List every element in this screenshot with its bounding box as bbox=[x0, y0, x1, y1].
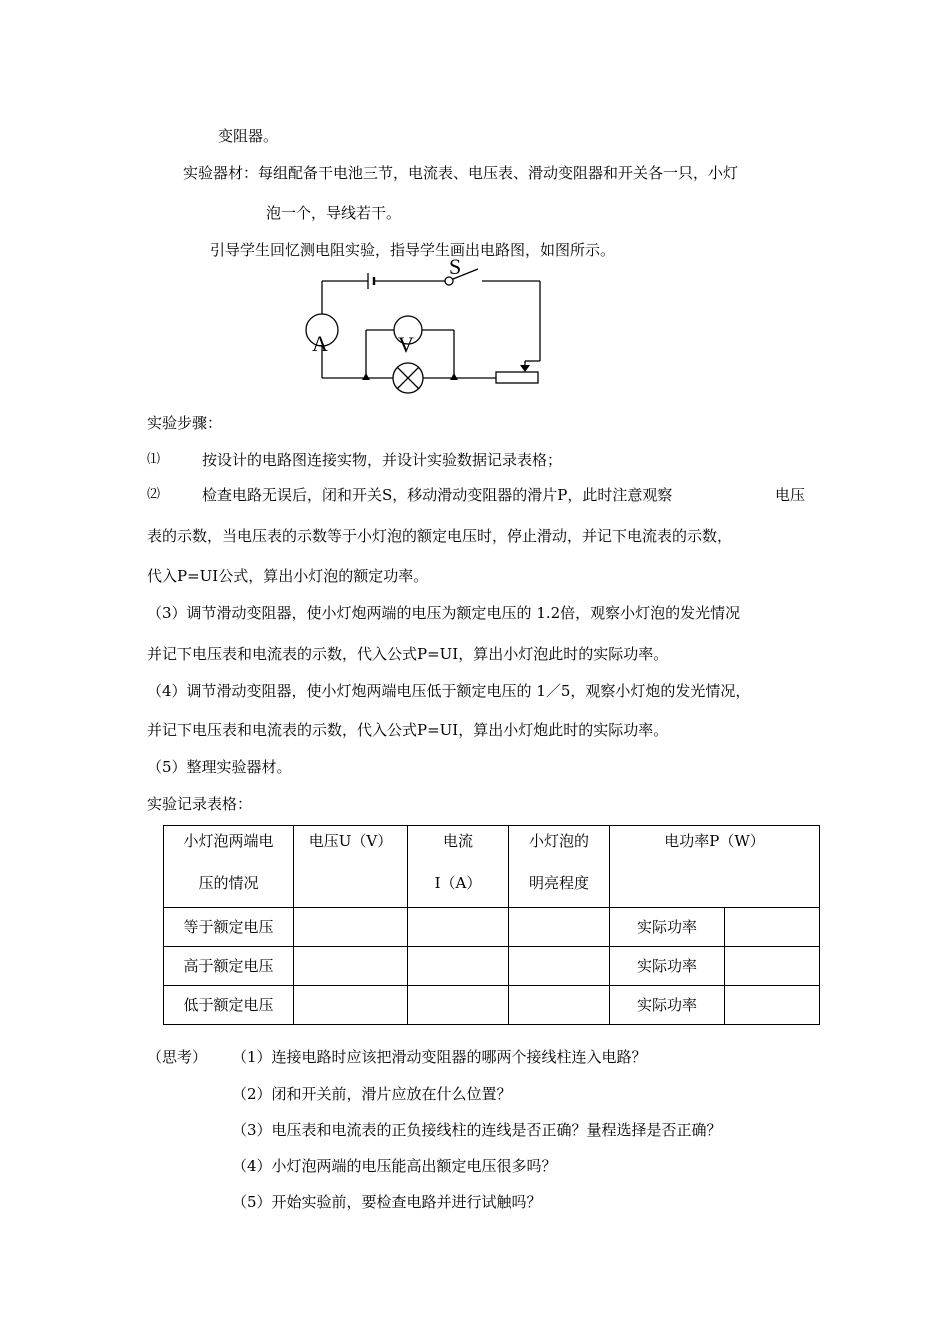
switch-label: S bbox=[449, 254, 462, 279]
voltmeter-label: V bbox=[398, 332, 414, 357]
step-1: 按设计的电路图连接实物，并设计实验数据记录表格； bbox=[202, 451, 563, 469]
junction-node bbox=[362, 373, 370, 380]
header-cell bbox=[294, 826, 408, 908]
table-row bbox=[164, 986, 820, 1025]
think-question: （5）开始实验前，要检查电路并进行试触吗？ bbox=[232, 1193, 542, 1211]
table-row bbox=[164, 908, 820, 947]
step-2-word: 电压 bbox=[775, 486, 806, 504]
empty-cell bbox=[509, 908, 610, 947]
header-cell bbox=[610, 826, 820, 908]
think-question: （2）闭和开关前，滑片应放在什么位置？ bbox=[232, 1085, 512, 1103]
header-cell bbox=[408, 826, 509, 908]
table-row bbox=[164, 947, 820, 986]
step-4: （4）调节滑动变阻器，使小灯炮两端电压低于额定电压的 1／5，观察小灯炮的发光情况， bbox=[147, 682, 751, 700]
empty-cell bbox=[725, 908, 820, 947]
row-label: 高于额定电压 bbox=[164, 947, 294, 986]
header-text: 小灯泡的 bbox=[528, 832, 589, 850]
step-2: 检查电路无误后，闭和开关S，移动滑动变阻器的滑片P，此时注意观察 bbox=[202, 486, 673, 504]
think-question: （4）小灯泡两端的电压能高出额定电压很多吗？ bbox=[232, 1157, 557, 1175]
think-question: （1）连接电路时应该把滑动变阻器的哪两个接线柱连入电路？ bbox=[232, 1048, 647, 1066]
header-text: 电功率P（W） bbox=[664, 832, 765, 850]
text-line: 变阻器。 bbox=[218, 127, 279, 145]
table-header-row bbox=[164, 826, 820, 908]
empty-cell bbox=[408, 986, 509, 1025]
ammeter-label: A bbox=[312, 331, 328, 356]
power-label: 实际功率 bbox=[610, 947, 725, 986]
step-2-cont: 表的示数，当电压表的示数等于小灯泡的额定电压时，停止滑动，并记下电流表的示数， bbox=[147, 527, 733, 545]
circuit-diagram bbox=[300, 248, 560, 398]
header-text: 电流 bbox=[442, 832, 473, 850]
empty-cell bbox=[408, 908, 509, 947]
slider-arrow bbox=[520, 365, 530, 372]
empty-cell bbox=[294, 908, 408, 947]
header-text: I（A） bbox=[434, 874, 482, 892]
empty-cell bbox=[408, 947, 509, 986]
think-label: （思考） bbox=[147, 1048, 208, 1066]
empty-cell bbox=[725, 947, 820, 986]
empty-cell bbox=[294, 947, 408, 986]
row-label: 低于额定电压 bbox=[164, 986, 294, 1025]
header-cell bbox=[164, 826, 294, 908]
empty-cell bbox=[294, 986, 408, 1025]
empty-cell bbox=[509, 947, 610, 986]
step-number: ⑵ bbox=[147, 487, 161, 502]
steps-title: 实验步骤： bbox=[147, 414, 223, 432]
table-title: 实验记录表格： bbox=[147, 795, 253, 813]
power-label: 实际功率 bbox=[610, 908, 725, 947]
power-label: 实际功率 bbox=[610, 986, 725, 1025]
header-text: 压的情况 bbox=[198, 874, 259, 892]
header-cell bbox=[509, 826, 610, 908]
step-3: （3）调节滑动变阻器，使小灯炮两端的电压为额定电压的 1.2倍，观察小灯泡的发光情况 bbox=[147, 604, 741, 622]
guide-line: 引导学生回忆测电阻实验，指导学生画出电路图，如图所示。 bbox=[210, 241, 616, 259]
step-3-cont: 并记下电压表和电流表的示数，代入公式P=UI，算出小灯泡此时的实际功率。 bbox=[147, 645, 669, 663]
think-question: （3）电压表和电流表的正负接线柱的连线是否正确？量程选择是否正确？ bbox=[232, 1121, 722, 1139]
header-text: 电压U（V） bbox=[308, 832, 393, 850]
empty-cell bbox=[725, 986, 820, 1025]
header-text: 明亮程度 bbox=[528, 874, 589, 892]
row-label: 等于额定电压 bbox=[164, 908, 294, 947]
empty-cell bbox=[509, 986, 610, 1025]
materials-line: 实验器材：每组配备干电池三节，电流表、电压表、滑动变阻器和开关各一只，小灯 bbox=[183, 164, 739, 182]
rheostat bbox=[496, 372, 538, 383]
header-text: 小灯泡两端电 bbox=[183, 832, 274, 850]
step-number: ⑴ bbox=[147, 452, 161, 467]
record-table bbox=[163, 825, 820, 1025]
step-4-cont: 并记下电压表和电流表的示数，代入公式P=UI，算出小灯炮此时的实际功率。 bbox=[147, 721, 669, 739]
junction-node bbox=[450, 373, 458, 380]
step-2-cont: 代入P=UI公式，算出小灯泡的额定功率。 bbox=[147, 567, 429, 585]
step-5: （5）整理实验器材。 bbox=[147, 758, 292, 776]
materials-line-cont: 泡一个，导线若干。 bbox=[266, 204, 402, 222]
